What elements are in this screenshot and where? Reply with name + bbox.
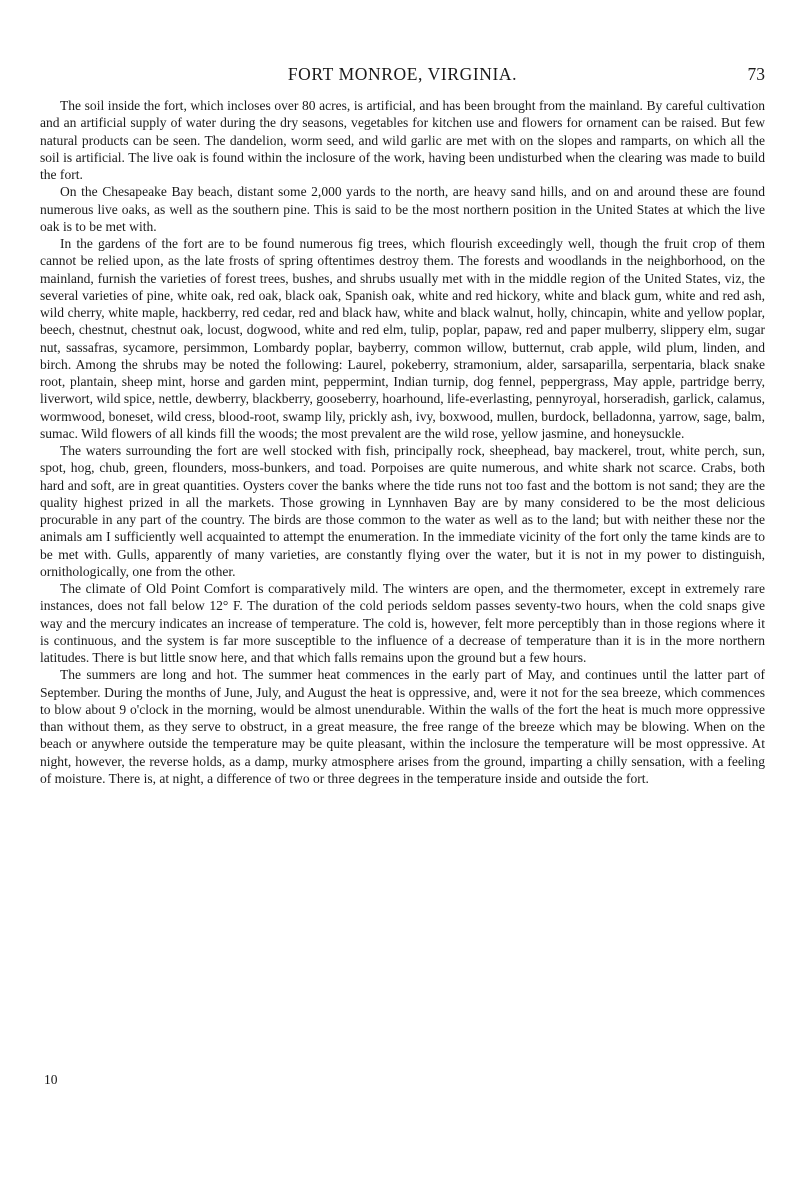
signature-mark: 10: [44, 1072, 58, 1087]
page-number: 73: [747, 64, 765, 84]
paragraph: The climate of Old Point Comfort is comparatively mild. The winters are open, and the thermometer, except in extremely rare instances, does not fall below 12° F. The duration of the cold periods seldom passes seventy-two hours, when the cold snaps give way and the mercury indicates an increase of temperature. The cold is, however, felt more perceptibly than in those regions where it is continuous, and the system is far more susceptible to the influence of a decrease of temperature than it is in the more northern latitudes. There is but little snow here, and that which falls remains upon the ground but a few hours.: [40, 581, 765, 665]
paragraph: In the gardens of the fort are to be found numerous fig trees, which flourish exceedingly well, though the fruit crop of them cannot be relied upon, as the late frosts of spring oftentimes destroy them. The forests and woodlands in the neighborhood, on the mainland, furnish the varieties of forest trees, bushes, and shrubs usually met with in the middle region of the United States, viz, the several varieties of pine, white oak, red oak, black oak, Spanish oak, white and red hickory, white and black gum, white and red ash, wild cherry, white maple, hackberry, red cedar, red and black haw, white and black walnut, holly, chincapin, white and yellow poplar, beech, chestnut, chestnut oak, locust, dogwood, white and red elm, tulip, poplar, papaw, red and paper mulberry, slippery elm, sugar nut, sassafras, sycamore, persimmon, Lombardy poplar, bayberry, common willow, butternut, crab apple, wild plum, linden, and birch. Among the shrubs may be noted the following: Laurel, pokeberry, stramonium, alder, sarsaparilla, serpentaria, black snake root, plantain, sheep mint, horse and garden mint, peppermint, Indian turnip, dog fennel, peppergrass, May apple, partridge berry, liverwort, wild spice, nettle, dewberry, blackberry, gooseberry, hoarhound, life-everlasting, pennyroyal, horseradish, garlick, calamus, wormwood, boneset, wild cress, blood-root, swamp lily, prickly ash, ivy, boxwood, mullen, burdock, belladonna, yarrow, sage, balm, sumac. Wild flowers of all kinds fill the woods; the most prevalent are the wild rose, yellow jasmine, and honeysuckle.: [40, 236, 765, 441]
body-text: [40, 97, 765, 787]
paragraph: The waters surrounding the fort are well stocked with fish, principally rock, sheephead, bay mackerel, trout, white perch, sun, spot, hog, chub, green, flounders, moss-bunkers, and toad. Porpoises are quite numerous, and white shark not scarce. Crabs, both hard and soft, are in great quantities. Oysters cover the banks where the tide runs not too fast and the bottom is not sand; they are the quality highest prized in all the markets. Those growing in Lynnhaven Bay are by many considered to be the most delicious procurable in any part of the country. The birds are those common to the water as well as to the land; but with neither these nor the animals am I sufficiently well acquainted to attempt the enumeration. In the immediate vicinity of the fort only the tame kinds are to be met with. Gulls, apparently of many varieties, are constantly flying over the water, but it is not in my power to distinguish, ornithologically, one from the other.: [40, 443, 765, 579]
paragraph: The soil inside the fort, which incloses over 80 acres, is artificial, and has been brought from the mainland. By careful cultivation and an artificial supply of water during the dry seasons, vegetables for kitchen use and flowers for ornament can be raised. But few natural products can be seen. The dandelion, worm seed, and wild garlic are met with on the slopes and ramparts, on which all the soil is artificial. The live oak is found within the inclosure of the work, having been undisturbed when the clearing was made to build the fort.: [40, 98, 765, 182]
running-title: FORT MONROE, VIRGINIA.: [287, 64, 518, 84]
running-header: [40, 64, 765, 88]
paragraph: On the Chesapeake Bay beach, distant some 2,000 yards to the north, are heavy sand hills, and on and around these are found numerous live oaks, as well as the southern pine. This is said to be the most northern position in the United States at which the live oak is to be met with.: [40, 184, 765, 234]
paragraph: The summers are long and hot. The summer heat commences in the early part of May, and continues until the latter part of September. During the months of June, July, and August the heat is oppressive, and, were it not for the sea breeze, which commences to blow about 9 o'clock in the morning, would be almost unendurable. Within the walls of the fort the heat is much more oppressive than without them, as they serve to obstruct, in a great measure, the free range of the breeze which may be blowing. When on the beach or anywhere outside the temperature may be quite pleasant, within the inclosure the temperature will be most oppressive. At night, however, the reverse holds, as a damp, murky atmosphere arises from the ground, imparting a chilly sensation, with a feeling of moisture. There is, at night, a difference of two or three degrees in the temperature inside and outside the fort.: [40, 667, 765, 786]
